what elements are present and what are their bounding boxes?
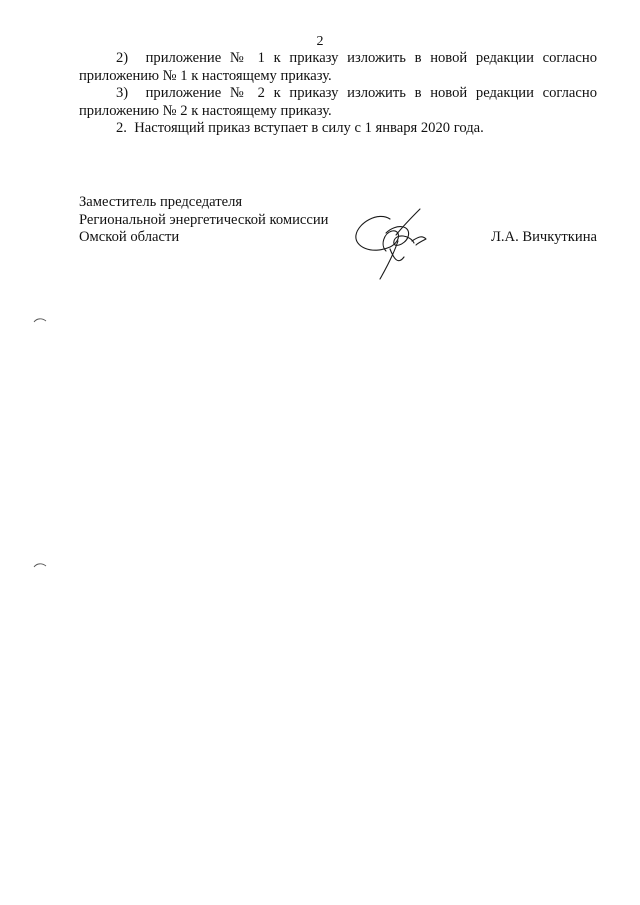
item-2-paragraph: 2) приложение № 1 к приказу изложить в новой редакции согласно приложению № 1 к настоящему приказу. [79, 50, 597, 84]
signer-name: Л.А. Вичкуткина [490, 229, 597, 245]
margin-mark-icon [33, 562, 47, 568]
signer-position-line-3: Омской области [79, 229, 180, 246]
signature-block [79, 194, 599, 247]
document-body [79, 50, 597, 138]
margin-mark-icon [33, 317, 47, 323]
signer-position-line-1: Заместитель председателя [79, 194, 243, 210]
page-number: 2 [316, 34, 324, 49]
clause-2-paragraph: 2. Настоящий приказ вступает в силу с 1 января 2020 года. [116, 120, 484, 137]
signer-position-line-2: Региональной энергетической комиссии [79, 211, 329, 228]
handwritten-signature-icon [350, 205, 435, 285]
item-3-paragraph: 3) приложение № 2 к приказу изложить в новой редакции согласно приложению № 2 к настоящему приказу. [79, 85, 597, 119]
